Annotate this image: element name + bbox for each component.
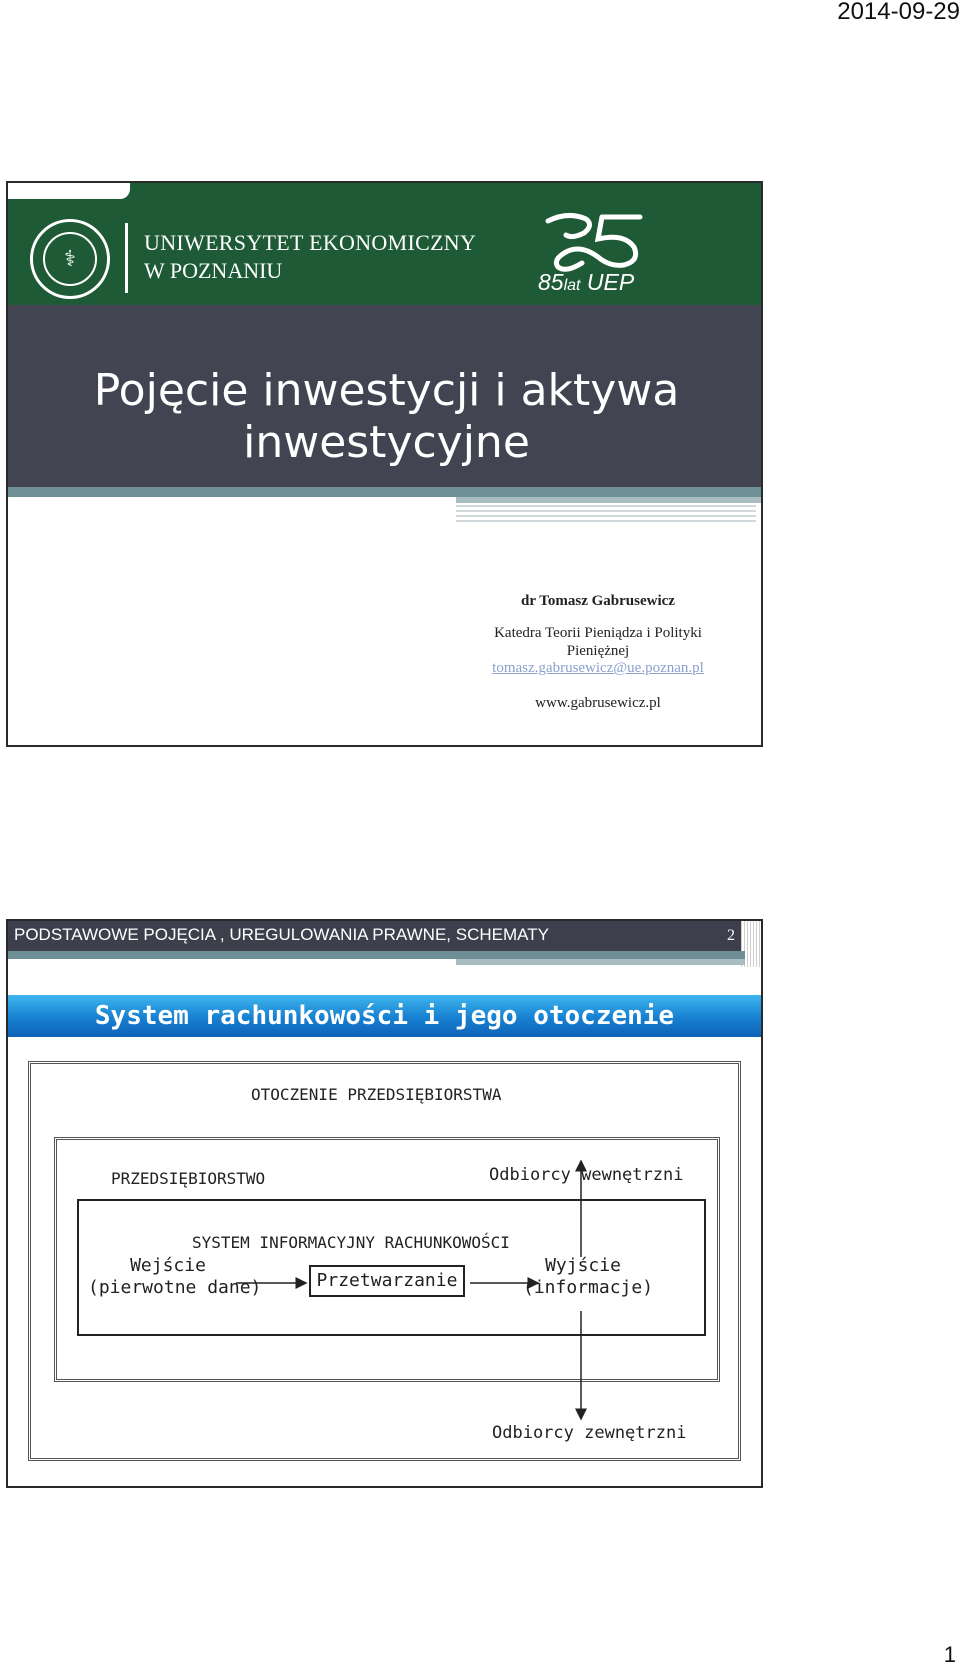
department-line2: Pieniężnej xyxy=(566,643,630,659)
accounting-system-diagram xyxy=(8,1051,763,1481)
enterprise-label: PRZEDSIĘBIORSTWO xyxy=(111,1169,266,1188)
diagram-slide xyxy=(6,919,763,1488)
decor-stripe xyxy=(8,951,745,959)
header-divider xyxy=(125,223,128,293)
page-number: 1 xyxy=(943,1642,956,1667)
input-label xyxy=(88,1255,262,1299)
output-label-line1: Wyjście xyxy=(545,1255,621,1276)
university-name-line1: UNIWERSYTET EKONOMICZNY xyxy=(144,230,477,255)
slide-title xyxy=(8,365,763,469)
university-name xyxy=(144,229,476,285)
decor-stripe-light xyxy=(456,959,745,965)
slide-header-title: PODSTAWOWE POJĘCIA , UREGULOWANIA PRAWNE, SCHEMATY xyxy=(14,925,549,944)
website-link[interactable]: www.gabrusewicz.pl xyxy=(535,695,661,711)
logo-lat: lat xyxy=(563,277,581,294)
logo-uep: UEP xyxy=(586,269,635,295)
slide-title-line1: Pojęcie inwestycji i aktywa xyxy=(93,365,680,416)
header-tab xyxy=(8,183,120,199)
internal-recipients-label: Odbiorcy wewnętrzni xyxy=(489,1165,684,1185)
input-label-line2: (pierwotne dane) xyxy=(88,1277,262,1298)
email-link[interactable]: tomasz.gabrusewicz@ue.poznan.pl xyxy=(492,660,704,676)
input-label-line1: Wejście xyxy=(130,1255,206,1276)
slide-number: 2 xyxy=(727,927,735,944)
university-seal-icon: ⚕ xyxy=(30,219,110,299)
decor-stripe-light xyxy=(456,497,761,503)
slide-title-line2: inwestycyjne xyxy=(243,417,530,468)
anniversary-logo-text xyxy=(538,269,634,296)
decor-lines xyxy=(456,505,756,525)
title-slide xyxy=(6,181,763,747)
page-date: 2014-09-29 xyxy=(837,0,960,25)
environment-label: OTOCZENIE PRZEDSIĘBIORSTWA xyxy=(251,1085,502,1104)
processing-box: Przetwarzanie xyxy=(309,1265,465,1297)
slide-heading: System rachunkowości i jego otoczenie xyxy=(8,995,761,1037)
author-name: dr Tomasz Gabrusewicz xyxy=(521,593,675,609)
university-name-line2: W POZNANIU xyxy=(144,258,283,283)
decor-stripe xyxy=(8,487,761,497)
external-recipients-label: Odbiorcy zewnętrzni xyxy=(492,1423,687,1443)
output-label-line2: (informacje) xyxy=(523,1277,654,1298)
output-label xyxy=(523,1255,654,1299)
department-line1: Katedra Teorii Pieniądza i Polityki xyxy=(494,625,702,641)
system-label: SYSTEM INFORMACYJNY RACHUNKOWOŚCI xyxy=(192,1233,510,1252)
logo-85: 85 xyxy=(538,269,564,295)
author-block xyxy=(448,593,748,712)
